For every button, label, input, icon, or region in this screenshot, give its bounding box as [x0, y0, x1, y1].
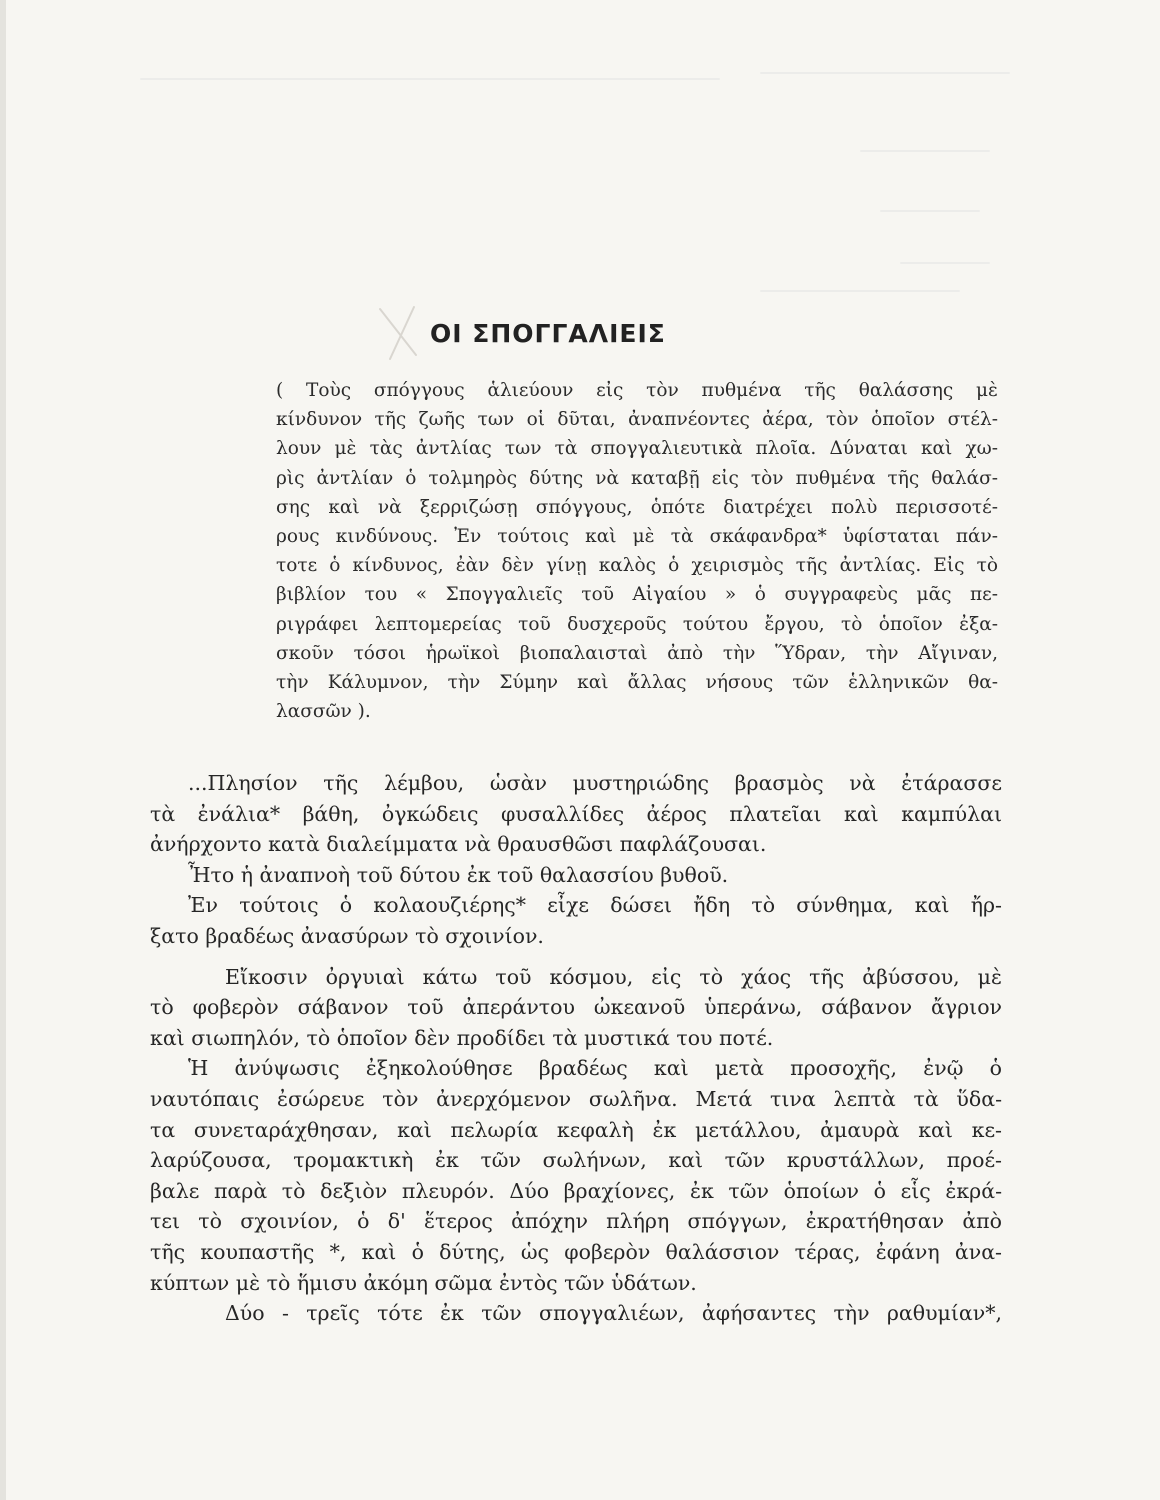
paragraph	[150, 860, 1002, 891]
paragraph	[150, 768, 1002, 860]
paragraph-gap	[150, 952, 1002, 962]
paragraph	[150, 1298, 1002, 1329]
intro-line: βιβλίον του « Σπογγαλιεῖς τοῦ Αἰγαίου » ὁ συγγραφεὺς μᾶς πε-	[276, 584, 998, 606]
page-title: ΟΙ ΣΠΟΓΓΑΛΙΕΙΣ	[430, 319, 666, 348]
text-line: Δύο - τρεῖς τότε ἐκ τῶν σπογγαλιέων, ἀφήσαντες τὴν ραθυμίαν*,	[225, 1301, 1002, 1326]
text-line: τει τὸ σχοινίον, ὁ δ' ἕτερος ἀπόχην πλήρη σπόγγων, ἐκρατήθησαν ἀπὸ	[150, 1209, 1002, 1234]
text-line: κύπτων μὲ τὸ ἥμισυ ἀκόμη σῶμα ἐντὸς τῶν ὑδάτων.	[150, 1270, 697, 1295]
intro-line: λουν μὲ τὰς ἀντλίας των τὰ σπογγαλιευτικὰ πλοῖα. Δύναται καὶ χω-	[276, 438, 998, 460]
text-line: ναυτόπαις ἐσώρευε τὸν ἀνερχόμενον σωλῆνα. Μετά τινα λεπτὰ τὰ ὕδα-	[150, 1086, 1002, 1111]
intro-line: ρους κινδύνους. Ἐν τούτοις καὶ μὲ τὰ σκάφανδρα* ὑφίσταται πάν-	[276, 526, 998, 548]
text-line: τῆς κουπαστῆς *, καὶ ὁ δύτης, ὡς φοβερὸν θαλάσσιον τέρας, ἐφάνη ἀνα-	[150, 1239, 1002, 1264]
intro-line: ( Τοὺς σπόγγους ἁλιεύουν εἰς τὸν πυθμένα τῆς θαλάσσης μὲ	[276, 380, 998, 401]
text-line: Εἴκοσιν ὀργυιαὶ κάτω τοῦ κόσμου, εἰς τὸ χάος τῆς ἀβύσσου, μὲ	[225, 964, 1002, 989]
intro-line: λασσῶν ).	[276, 701, 371, 723]
text-line: τὰ ἐνάλια* βάθη, ὀγκώδεις φυσαλλίδες ἀέρος πλατεῖαι καὶ καμπύλαι	[150, 801, 1002, 826]
main-text	[150, 768, 1002, 1329]
text-line: Ἡ ἀνύψωσις ἐξηκολούθησε βραδέως καὶ μετὰ προσοχῆς, ἐνῷ ὁ	[188, 1056, 1002, 1081]
text-line: ξατο βραδέως ἀνασύρων τὸ σχοινίον.	[150, 923, 544, 948]
intro-line: τοτε ὁ κίνδυνος, ἐὰν δὲν γίνῃ καλὸς ὁ χειρισμὸς τῆς ἀντλίας. Εἰς τὸ	[276, 555, 998, 577]
text-line: βαλε παρὰ τὸ δεξιὸν πλευρόν. Δύο βραχίονες, ἐκ τῶν ὁποίων ὁ εἷς ἐκρά-	[150, 1178, 1002, 1203]
text-line: Ἦτο ἡ ἀναπνοὴ τοῦ δύτου ἐκ τοῦ θαλασσίου βυθοῦ.	[188, 862, 729, 887]
title-block	[370, 305, 790, 365]
intro-line: ρὶς ἀντλίαν ὁ τολμηρὸς δύτης νὰ καταβῇ εἰς τὸν πυθμένα τῆς θαλάσ-	[276, 467, 998, 489]
text-line: καὶ σιωπηλόν, τὸ ὁποῖον δὲν προδίδει τὰ μυστικά του ποτέ.	[150, 1025, 774, 1050]
hand-drawn-x-mark-icon	[370, 305, 430, 363]
text-line: ἀνήρχοντο κατὰ διαλείμματα νὰ θραυσθῶσι παφλάζουσαι.	[150, 832, 767, 857]
paragraph	[150, 1053, 1002, 1298]
intro-line: σκοῦν τόσοι ἡρωϊκοὶ βιοπαλαισταὶ ἀπὸ τὴν Ὕδραν, τὴν Αἴγιναν,	[276, 642, 998, 664]
text-line: λαρύζουσα, τρομακτικὴ ἐκ τῶν σωλήνων, καὶ τῶν κρυστάλλων, προέ-	[150, 1148, 1002, 1173]
intro-note	[276, 376, 998, 726]
text-line: τὸ φοβερὸν σάβανον τοῦ ἀπεράντου ὠκεανοῦ ὑπεράνω, σάβανον ἄγριον	[150, 995, 1002, 1020]
intro-line: κίνδυνον τῆς ζωῆς των οἱ δῦται, ἀναπνέοντες ἀέρα, τὸν ὁποῖον στέλ-	[276, 409, 998, 431]
paragraph	[150, 890, 1002, 951]
text-line: ...Πλησίον τῆς λέμβου, ὡσὰν μυστηριώδης βρασμὸς νὰ ἐτάρασσε	[188, 771, 1002, 795]
intro-line: τὴν Κάλυμνον, τὴν Σύμην καὶ ἄλλας νήσους τῶν ἑλληνικῶν θα-	[276, 672, 998, 694]
intro-line: σης καὶ νὰ ξερριζώσῃ σπόγγους, ὁπότε διατρέχει πολὺ περισσοτέ-	[276, 496, 998, 518]
text-line: Ἐν τούτοις ὁ κολαουζιέρης* εἶχε δώσει ἤδη τὸ σύνθημα, καὶ ἤρ-	[188, 893, 1002, 918]
intro-line: ριγράφει λεπτομερείας τοῦ δυσχεροῦς τούτου ἔργου, τὸ ὁποῖον ἐξα-	[276, 613, 998, 635]
paragraph	[150, 962, 1002, 1054]
text-line: τα συνεταράχθησαν, καὶ πελωρία κεφαλὴ ἐκ μετάλλου, ἀμαυρὰ καὶ κε-	[150, 1117, 1002, 1142]
page-edge-shadow	[0, 0, 6, 1500]
